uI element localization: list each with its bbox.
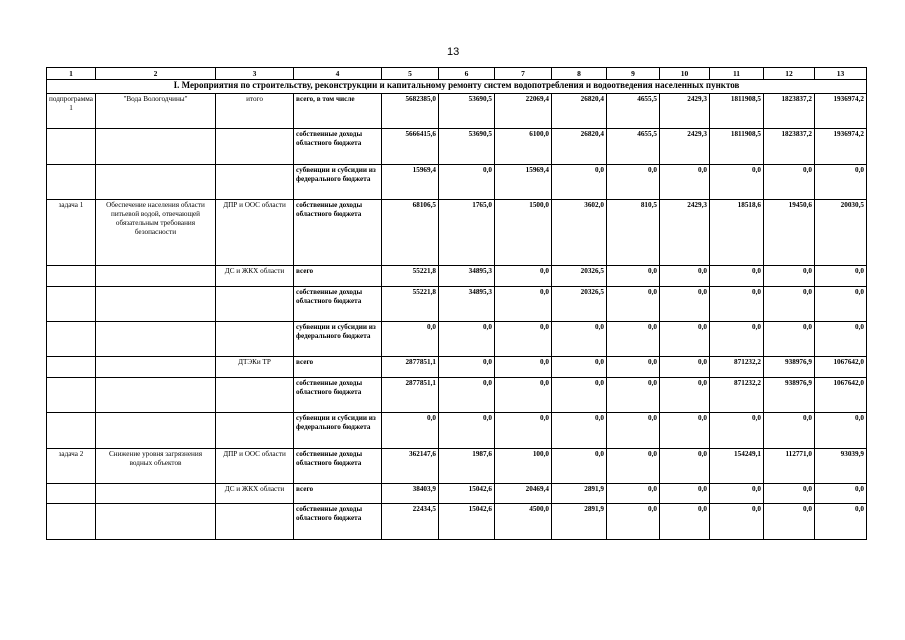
value-cell: 0,0 [660,504,710,540]
column-number: 13 [815,68,867,80]
value-cell: 0,0 [764,484,815,504]
value-cell: 0,0 [552,357,607,377]
value-cell: 93039,9 [815,448,867,483]
executor-name: ДПР и ООС области [216,200,294,266]
indicator-label: собственные доходы областного бюджета [294,448,382,483]
column-number: 2 [96,68,216,80]
table-row [47,413,867,448]
value-cell: 0,0 [660,286,710,321]
value-cell: 3602,0 [552,200,607,266]
block-label-cont [47,484,96,504]
value-cell: 810,5 [607,200,660,266]
block-name-cont [96,377,216,412]
value-cell: 0,0 [815,322,867,357]
table-row [47,266,867,286]
value-cell: 4500,0 [495,504,552,540]
value-cell: 20030,5 [815,200,867,266]
indicator-label: собственные доходы областного бюджета [294,504,382,540]
value-cell: 0,0 [607,322,660,357]
value-cell: 0,0 [439,357,495,377]
value-cell: 0,0 [495,322,552,357]
column-number: 7 [495,68,552,80]
block-name: Снижение уровня загрязнения водных объектов [96,448,216,483]
value-cell: 53690,5 [439,129,495,164]
value-cell: 1811908,5 [710,129,764,164]
value-cell: 0,0 [660,322,710,357]
value-cell: 0,0 [815,286,867,321]
page-number: 13 [447,46,460,58]
column-number: 8 [552,68,607,80]
value-cell: 0,0 [660,164,710,199]
indicator-label: собственные доходы областного бюджета [294,377,382,412]
value-cell: 55221,8 [382,286,439,321]
value-cell: 0,0 [660,448,710,483]
value-cell: 34895,3 [439,286,495,321]
value-cell: 2891,9 [552,484,607,504]
executor-name: ДТЭКи ТР [216,357,294,377]
value-cell: 0,0 [660,484,710,504]
value-cell: 0,0 [764,504,815,540]
value-cell: 2429,3 [660,94,710,129]
block-name-cont [96,413,216,448]
block-label-cont [47,504,96,540]
block-label: задача 2 [47,448,96,483]
executor-name: ДС и ЖКХ области [216,484,294,504]
block-name-cont [96,357,216,377]
value-cell: 0,0 [439,322,495,357]
executor-name-cont [216,286,294,321]
table-row [47,322,867,357]
value-cell: 1987,6 [439,448,495,483]
indicator-label: собственные доходы областного бюджета [294,286,382,321]
value-cell: 1936974,2 [815,129,867,164]
value-cell: 362147,6 [382,448,439,483]
value-cell: 0,0 [710,286,764,321]
value-cell: 0,0 [607,357,660,377]
value-cell: 0,0 [607,266,660,286]
value-cell: 0,0 [439,413,495,448]
executor-name-cont [216,413,294,448]
column-number: 10 [660,68,710,80]
budget-table [46,67,867,540]
value-cell: 20326,5 [552,266,607,286]
indicator-label: субвенции и субсидии из федерального бюджета [294,322,382,357]
value-cell: 0,0 [660,413,710,448]
value-cell: 26820,4 [552,94,607,129]
value-cell: 0,0 [710,164,764,199]
indicator-label: собственные доходы областного бюджета [294,129,382,164]
block-name-cont [96,484,216,504]
value-cell: 2877851,1 [382,377,439,412]
value-cell: 0,0 [815,413,867,448]
table-row [47,448,867,483]
indicator-label: субвенции и субсидии из федерального бюджета [294,413,382,448]
table-row [47,484,867,504]
block-name-cont [96,164,216,199]
indicator-label: всего [294,484,382,504]
executor-name-cont [216,129,294,164]
value-cell: 15042,6 [439,504,495,540]
value-cell: 0,0 [710,413,764,448]
value-cell: 0,0 [764,266,815,286]
value-cell: 0,0 [660,266,710,286]
value-cell: 0,0 [382,413,439,448]
value-cell: 0,0 [382,322,439,357]
value-cell: 20469,4 [495,484,552,504]
value-cell: 1500,0 [495,200,552,266]
table-row [47,504,867,540]
block-label-cont [47,286,96,321]
value-cell: 0,0 [552,377,607,412]
block-name-cont [96,504,216,540]
value-cell: 53690,5 [439,94,495,129]
value-cell: 0,0 [552,413,607,448]
value-cell: 20326,5 [552,286,607,321]
executor-name: итого [216,94,294,129]
block-name-cont [96,129,216,164]
column-number: 11 [710,68,764,80]
block-name-cont [96,266,216,286]
value-cell: 0,0 [815,266,867,286]
value-cell: 0,0 [439,164,495,199]
block-label-cont [47,322,96,357]
value-cell: 0,0 [764,322,815,357]
value-cell: 5682385,0 [382,94,439,129]
block-label: подпрограмма 1 [47,94,96,129]
table-row [47,377,867,412]
value-cell: 4655,5 [607,94,660,129]
indicator-label: всего, в том числе [294,94,382,129]
block-label-cont [47,164,96,199]
column-number: 12 [764,68,815,80]
value-cell: 154249,1 [710,448,764,483]
value-cell: 0,0 [607,448,660,483]
table-row [47,129,867,164]
value-cell: 18518,6 [710,200,764,266]
value-cell: 0,0 [815,504,867,540]
value-cell: 0,0 [764,286,815,321]
value-cell: 0,0 [607,377,660,412]
block-name: Обеспечение населения области питьевой водой, отвечающей обязательным требования безопасности [96,200,216,266]
value-cell: 1765,0 [439,200,495,266]
value-cell: 6100,0 [495,129,552,164]
value-cell: 0,0 [439,377,495,412]
executor-name-cont [216,504,294,540]
value-cell: 0,0 [552,448,607,483]
block-label-cont [47,357,96,377]
value-cell: 0,0 [495,266,552,286]
column-number-row [47,68,867,80]
value-cell: 1811908,5 [710,94,764,129]
block-label-cont [47,266,96,286]
value-cell: 55221,8 [382,266,439,286]
value-cell: 4655,5 [607,129,660,164]
value-cell: 0,0 [815,164,867,199]
value-cell: 871232,2 [710,357,764,377]
value-cell: 15042,6 [439,484,495,504]
block-label-cont [47,413,96,448]
value-cell: 34895,3 [439,266,495,286]
value-cell: 15969,4 [495,164,552,199]
value-cell: 112771,0 [764,448,815,483]
column-number: 3 [216,68,294,80]
executor-name: ДС и ЖКХ области [216,266,294,286]
value-cell: 15969,4 [382,164,439,199]
value-cell: 1067642,0 [815,357,867,377]
value-cell: 22434,5 [382,504,439,540]
value-cell: 19450,6 [764,200,815,266]
value-cell: 0,0 [607,504,660,540]
value-cell: 1823837,2 [764,129,815,164]
value-cell: 1823837,2 [764,94,815,129]
value-cell: 0,0 [710,504,764,540]
section-title: I. Мероприятия по строительству, реконструкции и капитальному ремонту систем водопотребления и водоотведения населенных пунктов [47,80,867,94]
value-cell: 0,0 [552,322,607,357]
indicator-label: собственные доходы областного бюджета [294,200,382,266]
value-cell: 0,0 [495,286,552,321]
value-cell: 1936974,2 [815,94,867,129]
executor-name: ДПР и ООС области [216,448,294,483]
value-cell: 0,0 [607,484,660,504]
value-cell: 0,0 [552,164,607,199]
block-name-cont [96,322,216,357]
value-cell: 2877851,1 [382,357,439,377]
value-cell: 2891,9 [552,504,607,540]
value-cell: 0,0 [495,377,552,412]
value-cell: 0,0 [607,413,660,448]
value-cell: 0,0 [710,322,764,357]
table-row [47,200,867,266]
table-row [47,164,867,199]
table-row [47,357,867,377]
value-cell: 0,0 [710,484,764,504]
value-cell: 2429,3 [660,129,710,164]
value-cell: 0,0 [607,164,660,199]
value-cell: 0,0 [764,164,815,199]
indicator-label: всего [294,357,382,377]
section-title-row [47,80,867,94]
value-cell: 22069,4 [495,94,552,129]
value-cell: 0,0 [710,266,764,286]
executor-name-cont [216,164,294,199]
block-label-cont [47,129,96,164]
column-number: 9 [607,68,660,80]
value-cell: 0,0 [495,357,552,377]
value-cell: 0,0 [660,357,710,377]
column-number: 5 [382,68,439,80]
value-cell: 5666415,6 [382,129,439,164]
block-label: задача 1 [47,200,96,266]
executor-name-cont [216,377,294,412]
value-cell: 26820,4 [552,129,607,164]
block-label-cont [47,377,96,412]
table-row [47,94,867,129]
value-cell: 1067642,0 [815,377,867,412]
table-row [47,286,867,321]
column-number: 4 [294,68,382,80]
block-name-cont [96,286,216,321]
value-cell: 0,0 [607,286,660,321]
value-cell: 0,0 [815,484,867,504]
value-cell: 2429,3 [660,200,710,266]
indicator-label: субвенции и субсидии из федерального бюджета [294,164,382,199]
value-cell: 871232,2 [710,377,764,412]
indicator-label: всего [294,266,382,286]
value-cell: 100,0 [495,448,552,483]
value-cell: 68106,5 [382,200,439,266]
value-cell: 0,0 [495,413,552,448]
block-name: "Вода Вологодчины" [96,94,216,129]
value-cell: 938976,9 [764,377,815,412]
value-cell: 0,0 [660,377,710,412]
executor-name-cont [216,322,294,357]
column-number: 1 [47,68,96,80]
value-cell: 0,0 [764,413,815,448]
column-number: 6 [439,68,495,80]
value-cell: 38403,9 [382,484,439,504]
value-cell: 938976,9 [764,357,815,377]
